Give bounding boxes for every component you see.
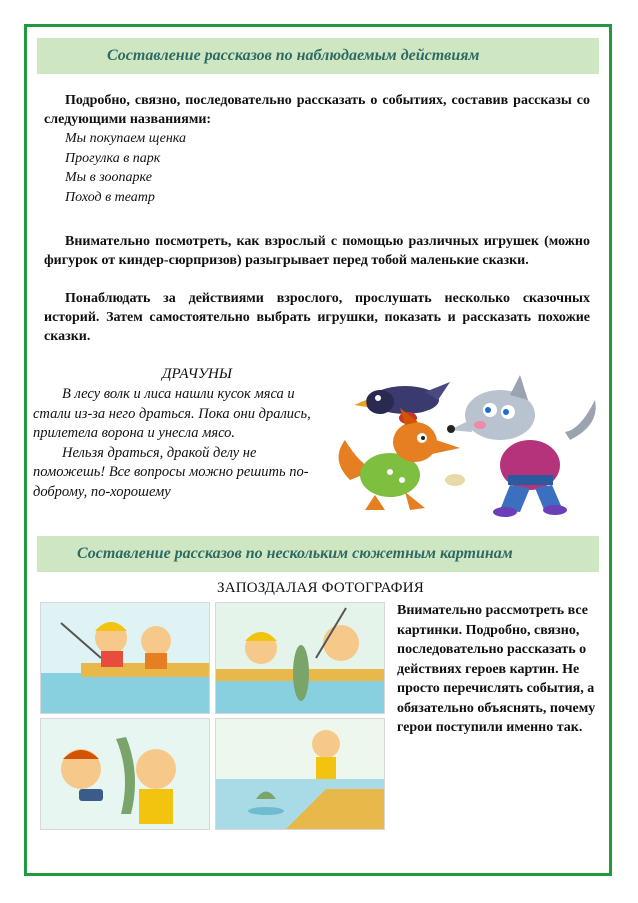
- boy-watching-fish-escape-illustration: [216, 719, 384, 829]
- task-intro-paragraph: Подробно, связно, последовательно рассказать о событиях, составив рассказы со следующими названиями:: [44, 93, 590, 127]
- story-paragraph: Нельзя драться, дракой делу не поможешь! Все вопросы можно решить по-доброму, по-хорошему: [33, 444, 309, 500]
- fox-figure: [339, 408, 465, 510]
- boy-with-fish-and-camera-illustration: [41, 719, 209, 829]
- story-paragraph: В лесу волк и лиса нашли кусок мяса и стали из-за него драться. Пока они дрались, прилетела ворона и унесла мясо.: [33, 386, 311, 441]
- story-picture-3: [40, 718, 210, 830]
- wolf-figure: [447, 375, 596, 517]
- picture-story-title: ЗАПОЗДАЛАЯ ФОТОГРАФИЯ: [217, 580, 424, 596]
- topic-item: Мы покупаем щенка: [65, 131, 186, 146]
- section-heading-observed-actions: Составление рассказов по наблюдаемым действиям: [37, 38, 599, 74]
- boys-fishing-illustration: [41, 603, 209, 713]
- story-picture-1: [40, 602, 210, 714]
- fox-wolf-crow-illustration: [330, 370, 600, 520]
- picture-task-instructions: Внимательно рассмотреть все картинки. Подробно, связно, последовательно рассказать о действиях героев картин. Не просто перечислять события, а обязательно объяснять, почему герои поступили именно так.: [397, 603, 596, 735]
- story-text: [33, 385, 318, 502]
- section-heading-picture-stories: Составление рассказов по нескольким сюжетным картинам: [37, 536, 599, 572]
- story-picture-2: [215, 602, 385, 714]
- story-topic-list: [65, 129, 186, 207]
- toys-paragraph: Внимательно посмотреть, как взрослый с помощью различных игрушек (можно фигурок от киндер-сюрпризов) разыгрывает перед тобой маленькие сказки.: [44, 234, 590, 268]
- crow-figure: [354, 382, 450, 414]
- boys-catch-fish-illustration: [216, 603, 384, 713]
- topic-item: Мы в зоопарке: [65, 170, 152, 185]
- topic-item: Поход в театр: [65, 189, 155, 205]
- story-picture-4: [215, 718, 385, 830]
- topic-item: Прогулка в парк: [65, 150, 161, 166]
- observe-paragraph: Понаблюдать за действиями взрослого, прослушать несколько сказочных историй. Затем самостоятельно выбрать игрушки, показать и рассказать похожие сказки.: [44, 291, 590, 344]
- story-title: ДРАЧУНЫ: [162, 366, 232, 382]
